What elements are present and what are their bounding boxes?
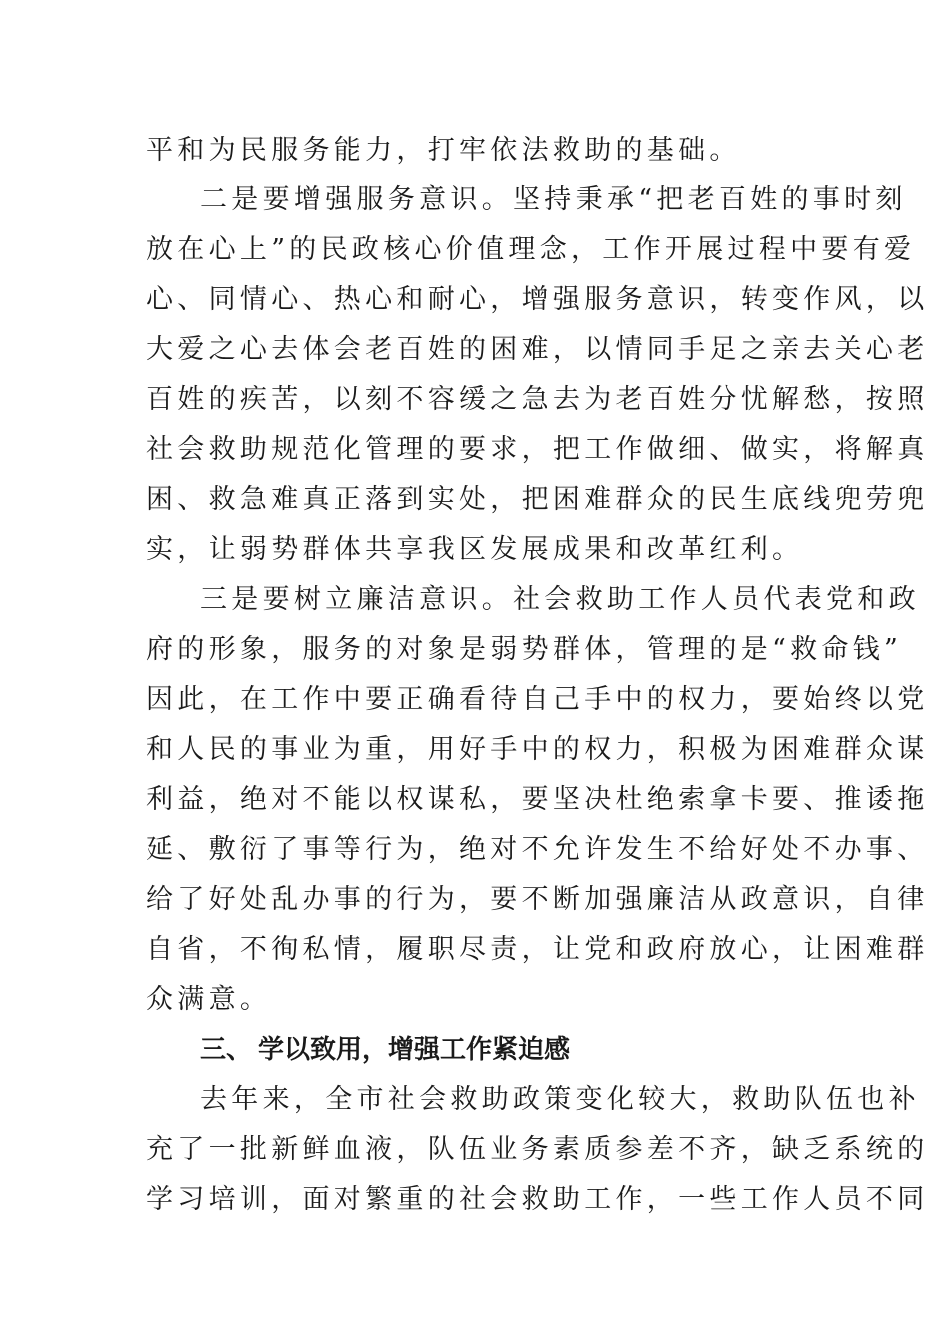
- section-number: 三、: [200, 1035, 253, 1065]
- paragraph-line: 二是要增强服务意识。坚持秉承“把老百姓的事时刻: [200, 184, 907, 215]
- section-title: 学以致用，增强工作紧迫感: [258, 1035, 571, 1065]
- paragraph-line: 实，让弱势群体共享我区发展成果和改革红利。: [146, 534, 804, 565]
- paragraph-line: 延、敷衍了事等行为，绝对不允许发生不给好处不办事、: [146, 834, 929, 865]
- paragraph-line: 三是要树立廉洁意识。社会救助工作人员代表党和政: [200, 584, 920, 615]
- paragraph-line: 和人民的事业为重，用好手中的权力，积极为困难群众谋: [146, 734, 929, 765]
- paragraph-line: 平和为民服务能力，打牢依法救助的基础。: [146, 135, 741, 166]
- paragraph-line: 心、同情心、热心和耐心，增强服务意识，转变作风，以: [146, 284, 929, 315]
- paragraph-line: 给了好处乱办事的行为，要不断加强廉洁从政意识，自律: [146, 884, 929, 915]
- paragraph-line: 因此，在工作中要正确看待自己手中的权力，要始终以党: [146, 684, 929, 715]
- paragraph-line: 去年来，全市社会救助政策变化较大，救助队伍也补: [200, 1084, 920, 1115]
- paragraph-line: 众满意。: [146, 984, 272, 1015]
- paragraph-line: 放在心上”的民政核心价值理念，工作开展过程中要有爱: [146, 234, 916, 265]
- paragraph-line: 自省，不徇私情，履职尽责，让党和政府放心，让困难群: [146, 934, 929, 965]
- paragraph-line: 充了一批新鲜血液，队伍业务素质参差不齐，缺乏系统的: [146, 1134, 929, 1165]
- section-heading: [200, 1025, 570, 1075]
- paragraph-line: 学习培训，面对繁重的社会救助工作，一些工作人员不同: [146, 1184, 929, 1215]
- paragraph-line: 百姓的疾苦，以刻不容缓之急去为老百姓分忧解愁，按照: [146, 384, 929, 415]
- paragraph-line: 困、救急难真正落到实处，把困难群众的民生底线兜劳兜: [146, 484, 929, 515]
- paragraph-line: 社会救助规范化管理的要求，把工作做细、做实，将解真: [146, 434, 929, 465]
- paragraph-line: 大爱之心去体会老百姓的困难，以情同手足之亲去关心老: [146, 334, 929, 365]
- paragraph-line: 府的形象，服务的对象是弱势群体，管理的是“救命钱”: [146, 634, 903, 665]
- paragraph-line: 利益，绝对不能以权谋私，要坚决杜绝索拿卡要、推诿拖: [146, 784, 929, 815]
